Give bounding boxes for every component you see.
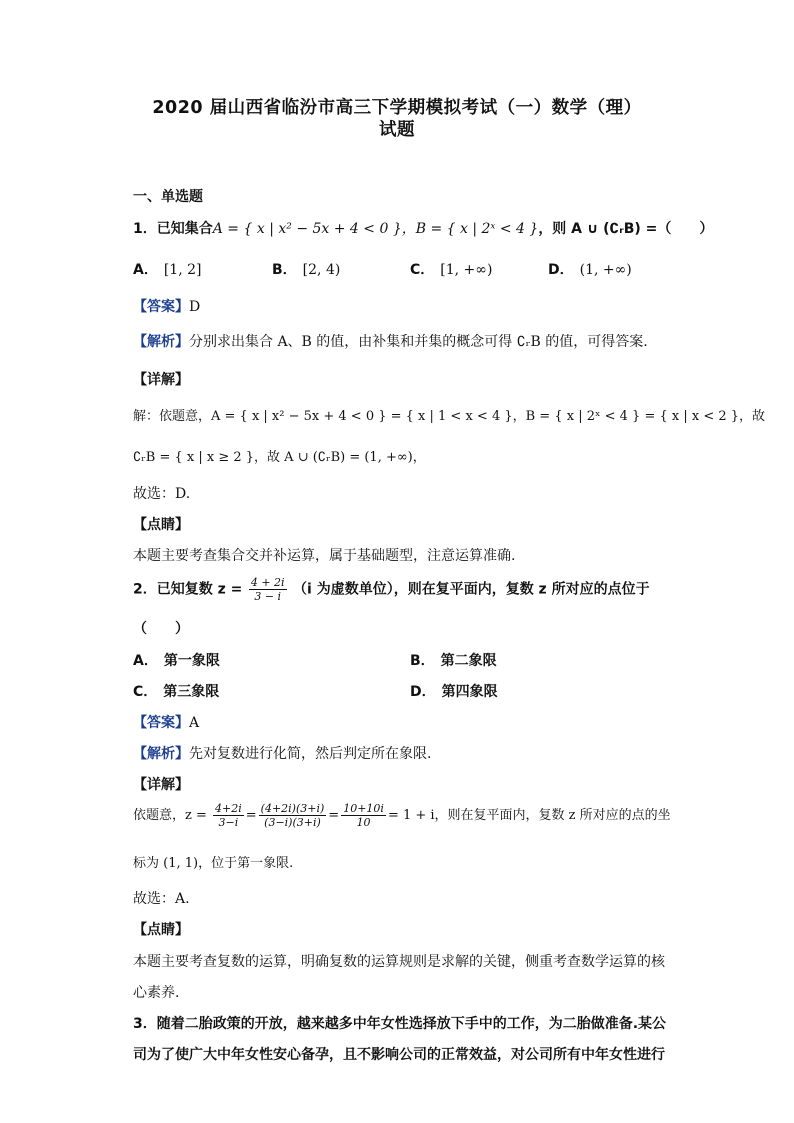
option-value: [1, 2]: [163, 262, 202, 278]
option-letter: C．: [410, 262, 435, 278]
fraction-denominator: (3−i)(3+i): [264, 816, 321, 829]
fraction-numerator: 4+2i: [215, 802, 242, 815]
detail-suffix: = 1 + i，则在复平面内，复数 z 所对应的点的坐: [387, 808, 671, 823]
question-1-suffix: ，则 A ∪ (∁ᵣB) =（ ）: [538, 221, 714, 237]
detail-fraction-3: [341, 802, 386, 829]
question-2-option-a: [133, 650, 220, 670]
answer-value: D: [189, 299, 201, 315]
detail-prefix: 依题意，z =: [133, 808, 207, 823]
fraction-numerator: 4 + 2i: [250, 576, 285, 589]
option-value: 第三象限: [163, 684, 220, 700]
fraction-denominator: 3 − i: [254, 590, 282, 603]
question-1-sets: A = { x | x² − 5x + 4 < 0 }，B = { x | 2ˣ < 4 }: [212, 221, 539, 237]
question-1-analysis: [133, 331, 648, 351]
question-1-option-d: [548, 259, 632, 279]
question-2-comment-label: 【点睛】: [133, 922, 189, 938]
question-1-detail-line1: 解：依题意，A = { x | x² − 5x + 4 < 0 } = { x | 1 < x < 4 }，B = { x | 2ˣ < 4 } = { x | x < 2 }，故: [133, 409, 766, 424]
question-1-comment: 本题主要考查集合交并补运算，属于基础题型，注意运算准确.: [133, 548, 516, 564]
question-2-detail-line2: 标为 (1, 1)，位于第一象限.: [133, 856, 294, 871]
question-2-analysis: [133, 743, 431, 763]
fraction-numerator: (4+2i)(3+i): [260, 802, 325, 815]
question-2-choose: 故选：A.: [133, 891, 190, 907]
option-letter: C．: [133, 684, 158, 700]
option-letter: B．: [272, 262, 297, 278]
question-1-detail-line2: ∁ᵣB = { x | x ≥ 2 }，故 A ∪ (∁ᵣB) = (1, +∞)，: [133, 450, 426, 465]
document-title: 2020 届山西省临汾市高三下学期模拟考试（一）数学（理）: [152, 98, 642, 118]
analysis-label: 【解析】: [133, 334, 189, 350]
question-2-paren: （ ）: [133, 621, 189, 637]
detail-fraction-1: [213, 802, 244, 829]
fraction-denominator: 3−i: [218, 816, 239, 829]
question-2-option-b: [410, 650, 497, 670]
option-letter: D．: [410, 684, 436, 700]
question-1-detail-label: 【详解】: [133, 372, 189, 388]
question-1-choose: 故选：D.: [133, 486, 191, 502]
fraction-denominator: 10: [356, 816, 371, 829]
question-2-comment-line2: 心素养.: [133, 985, 180, 1001]
option-value: [1, +∞): [440, 262, 493, 278]
analysis-text: 先对复数进行化简，然后判定所在象限.: [189, 746, 432, 762]
option-letter: B．: [410, 653, 435, 669]
option-letter: A．: [133, 262, 158, 278]
fraction-numerator: 10+10i: [343, 802, 384, 815]
question-3-line2: 司为了使广大中年女性安心备孕，且不影响公司的正常效益，对公司所有中年女性进行: [133, 1047, 665, 1063]
question-2-stem: [133, 576, 650, 603]
option-value: 第四象限: [441, 684, 498, 700]
option-value: 第二象限: [440, 653, 497, 669]
question-2-option-d: [410, 681, 498, 701]
option-letter: D．: [548, 262, 574, 278]
question-2-prefix: 2．已知复数 z =: [133, 581, 243, 598]
question-2-option-c: [133, 681, 219, 701]
question-1-option-b: [272, 259, 340, 279]
detail-fraction-2: [259, 802, 327, 829]
option-letter: A．: [133, 653, 158, 669]
question-1-stem: [133, 218, 713, 238]
question-3-line1: 3．随着二胎政策的开放，越来越多中年女性选择放下手中的工作，为二胎做准备.某公: [133, 1016, 667, 1032]
question-1-option-a: [133, 259, 201, 279]
question-2-fraction: [249, 576, 287, 603]
question-1-comment-label: 【点睛】: [133, 517, 189, 533]
question-2-detail-line1: 依题意，z = $\frac{4+2i}{3-i}$ = $\frac{(4+2i)(3+i)}{(3-i)(3+i)}$ = $\frac{10+10i}{10}$ = 1 + i，则在复平面内，复数 z 所对应的点的坐: [133, 802, 671, 829]
document-title-line2: 试题: [379, 120, 415, 140]
answer-label: 【答案】: [133, 715, 189, 731]
answer-label: 【答案】: [133, 299, 189, 315]
question-2-comment-line1: 本题主要考查复数的运算，明确复数的运算规则是求解的关键，侧重考查数学运算的核: [133, 954, 665, 970]
option-value: (1, +∞): [579, 262, 632, 278]
section-heading: 一、单选题: [133, 189, 203, 205]
option-value: [2, 4): [302, 262, 341, 278]
question-1-answer: [133, 296, 200, 316]
analysis-label: 【解析】: [133, 746, 189, 762]
option-value: 第一象限: [163, 653, 220, 669]
analysis-text: 分别求出集合 A、B 的值，由补集和并集的概念可得 ∁ᵣB 的值，可得答案.: [189, 334, 648, 350]
question-2-detail-label: 【详解】: [133, 777, 189, 793]
question-1-prefix: 1．已知集合: [133, 221, 213, 237]
question-2-answer: [133, 712, 199, 732]
question-2-suffix: （i 为虚数单位），则在复平面内，复数 z 所对应的点位于: [293, 581, 650, 598]
question-1-option-c: [410, 259, 492, 279]
answer-value: A: [189, 715, 200, 731]
